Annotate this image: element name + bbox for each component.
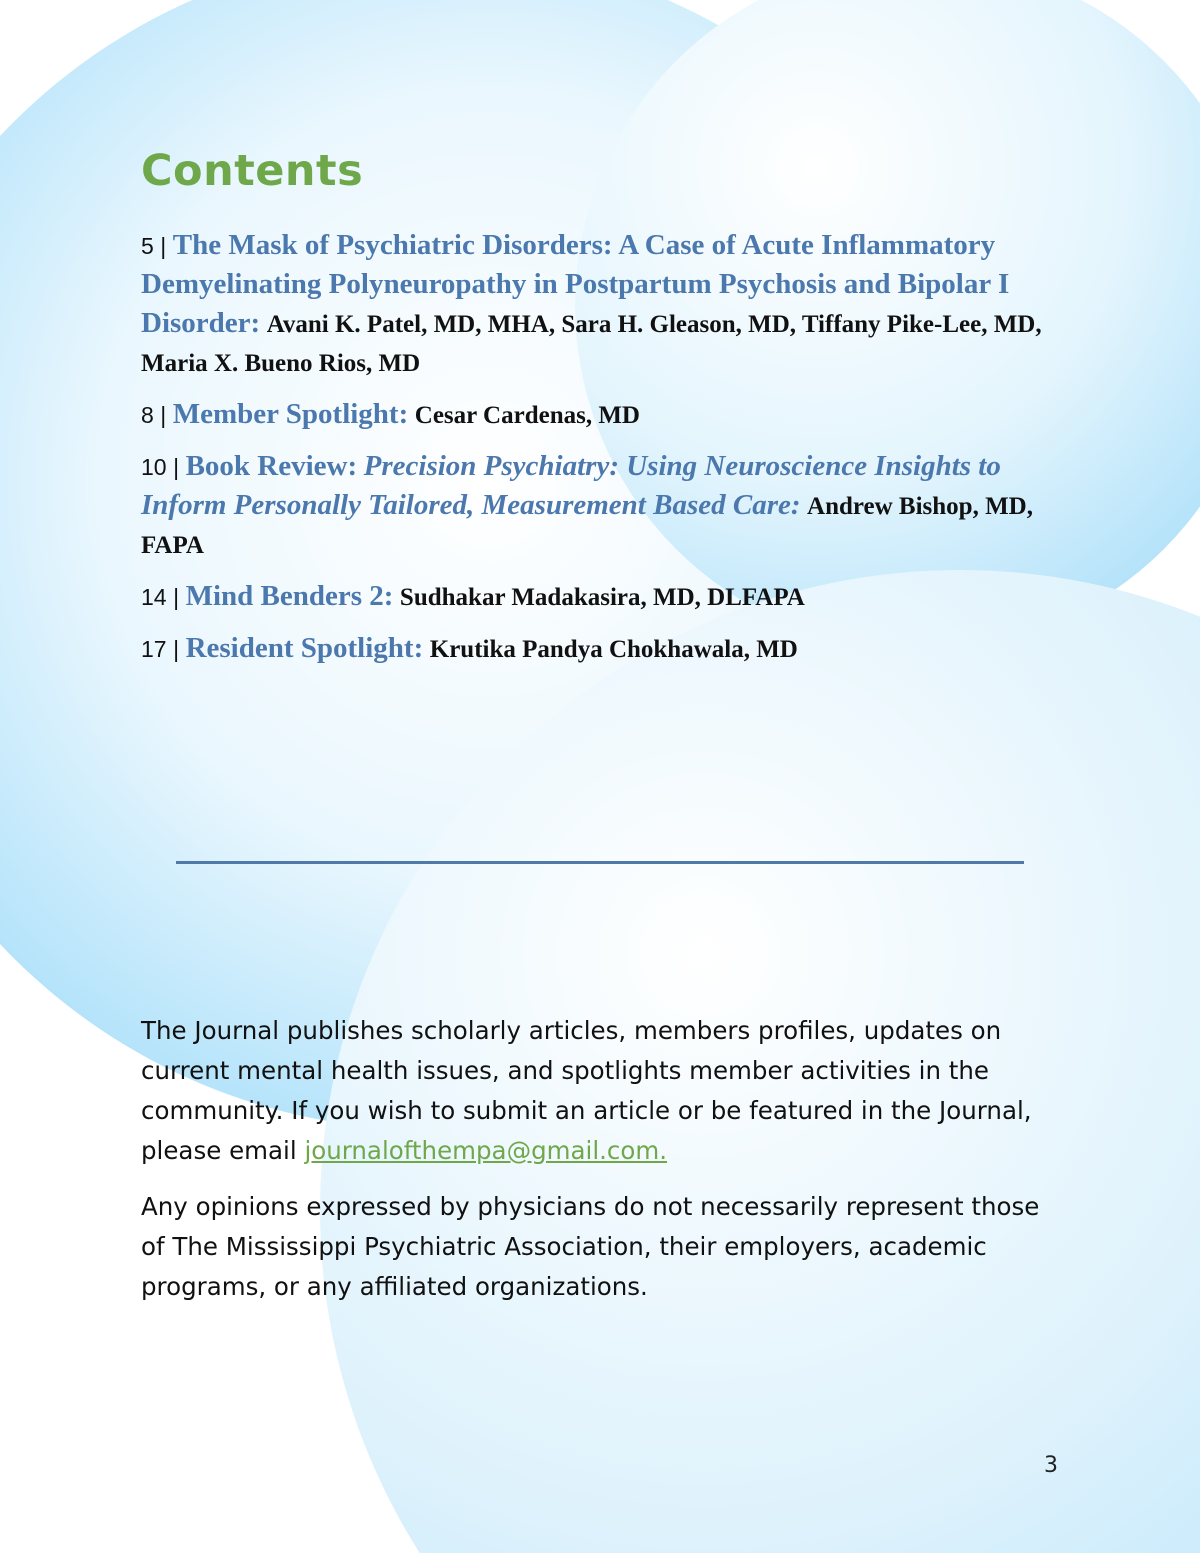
toc-entry[interactable] [141, 226, 1071, 383]
divider [176, 861, 1024, 864]
toc-authors: Avani K. Patel, MD, MHA, Sara H. Gleason, MD, Tiffany Pike-Lee, MD, Maria X. Bueno Rios, MD [141, 311, 1042, 377]
toc-page-number: 10 [141, 454, 167, 480]
submission-paragraph [141, 1011, 1061, 1171]
toc-separator: | [173, 584, 180, 610]
toc-separator: | [173, 636, 180, 662]
table-of-contents [141, 226, 1071, 681]
toc-title: Mind Benders 2: [185, 580, 394, 612]
toc-entry[interactable] [141, 395, 1071, 435]
toc-title: Precision Psychiatry: Using Neuroscience Insights to Inform Personally Tailored, Measurement Based Care: [141, 450, 1001, 521]
toc-entry[interactable] [141, 447, 1071, 565]
disclaimer-paragraph: Any opinions expressed by physicians do not necessarily represent those of The Mississippi Psychiatric Association, their employers, academic programs, or any affiliated organizations. [141, 1192, 1040, 1301]
toc-entry[interactable] [141, 577, 1071, 617]
toc-page-number: 8 [141, 402, 154, 428]
toc-page-number: 14 [141, 584, 167, 610]
toc-authors: Sudhakar Madakasira, MD, DLFAPA [399, 584, 805, 611]
toc-authors: Cesar Cardenas, MD [414, 402, 640, 429]
journal-info [141, 1011, 1061, 1323]
toc-title: The Mask of Psychiatric Disorders: A Case of Acute Inflammatory Demyelinating Polyneuropathy in Postpartum Psychosis and Bipolar I Disorder: [141, 229, 1010, 339]
toc-title: Member Spotlight: [172, 398, 409, 430]
toc-page-number: 17 [141, 636, 167, 662]
toc-authors: Andrew Bishop, MD, FAPA [141, 493, 1033, 559]
toc-authors: Krutika Pandya Chokhawala, MD [429, 636, 798, 663]
toc-separator: | [160, 402, 167, 428]
toc-title: Resident Spotlight: [185, 632, 424, 664]
toc-separator: | [173, 454, 180, 480]
toc-separator: | [160, 233, 167, 259]
page-number: 3 [1044, 1453, 1058, 1478]
submission-text: The Journal publishes scholarly articles, members profiles, updates on current mental health issues, and spotlights member activities in the community. If you wish to submit an article or be featured in the Journal, please email [141, 1016, 1032, 1165]
toc-label: Book Review: [185, 450, 358, 482]
toc-entry[interactable] [141, 629, 1071, 669]
toc-page-number: 5 [141, 233, 154, 259]
email-link[interactable]: journalofthempa@gmail.com. [304, 1136, 668, 1165]
contents-heading: Contents [141, 146, 364, 196]
